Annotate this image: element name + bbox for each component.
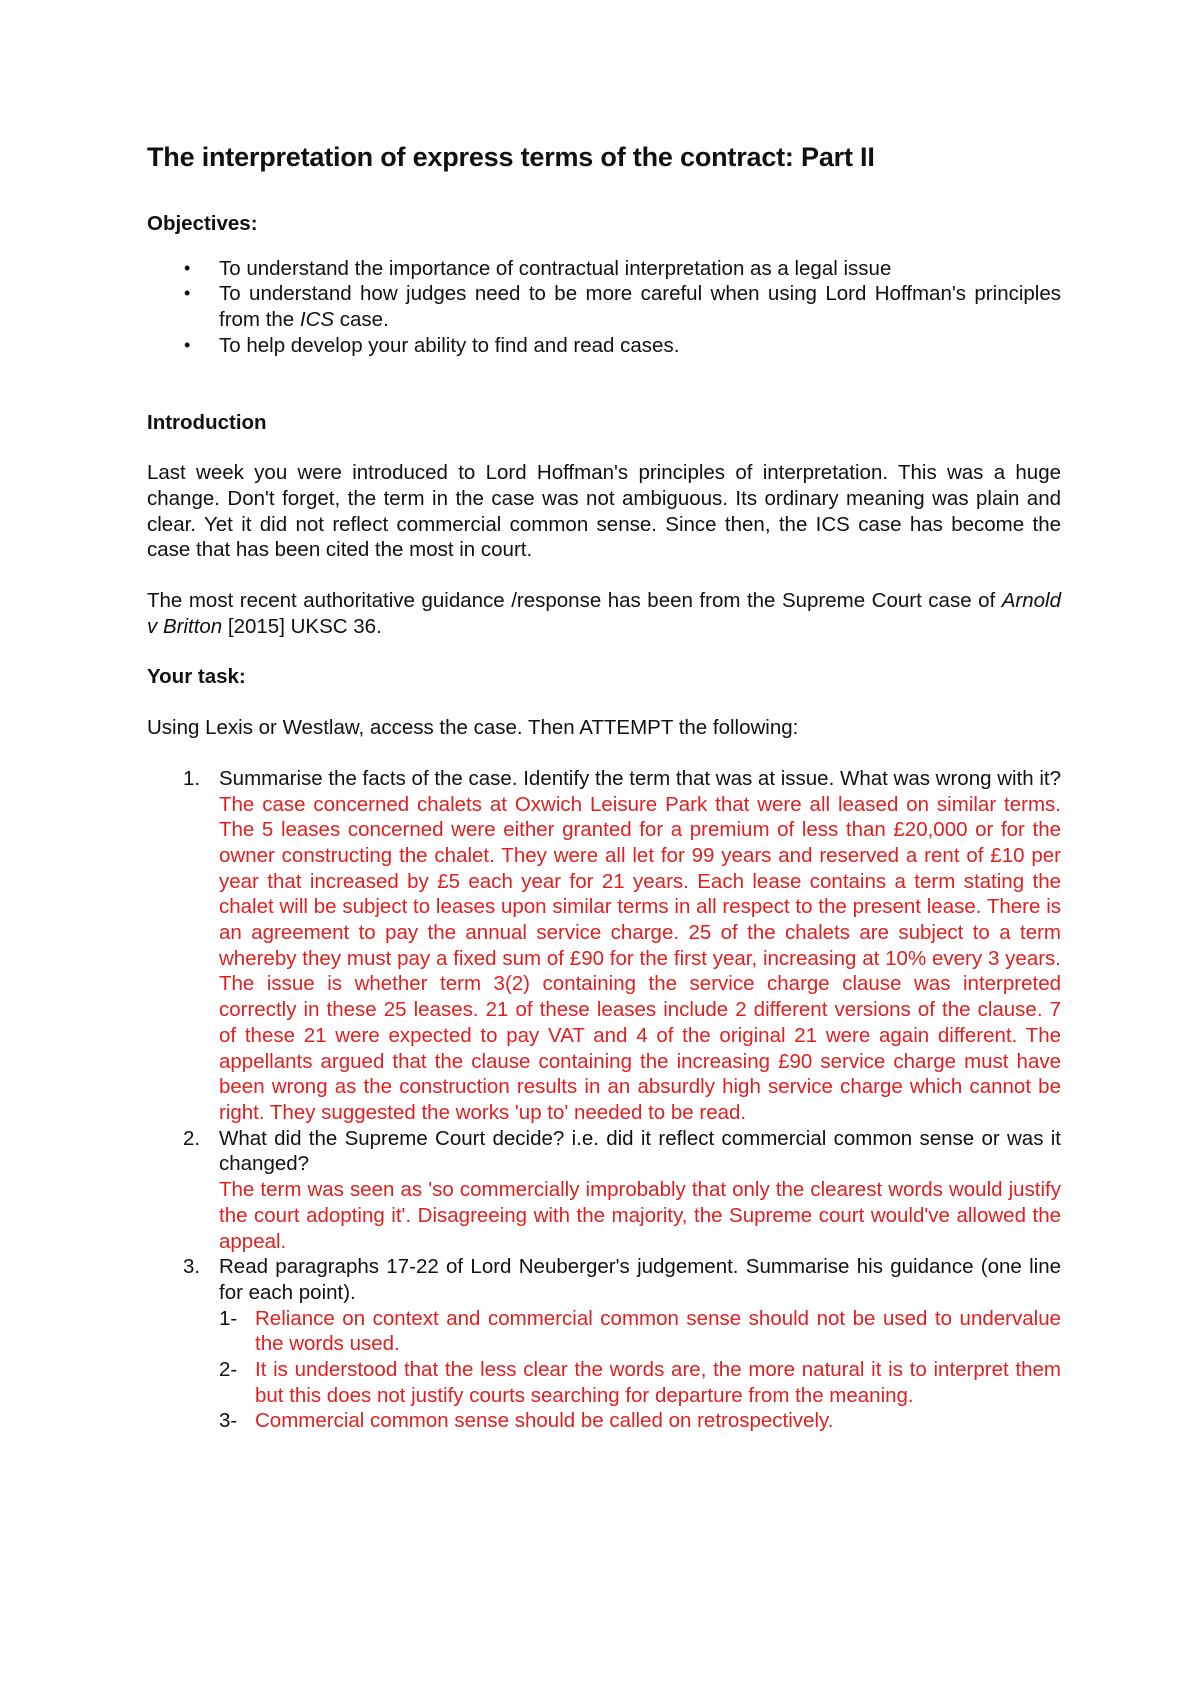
objective-italic-text: ICS bbox=[299, 308, 335, 332]
guidance-text: Reliance on context and commercial common sense should not be used to undervalue the words used. bbox=[255, 1306, 1061, 1356]
task-question: What did the Supreme Court decide? i.e. did it reflect commercial common sense or was it changed? bbox=[219, 1126, 1061, 1176]
task-answer: The term was seen as 'so commercially improbably that only the clearest words would justify the court adopting it'. Disagreeing with the majority, the Supreme court would've allowed the appeal. bbox=[219, 1178, 1061, 1253]
task-item bbox=[147, 766, 1061, 1126]
paragraph-text: The most recent authoritative guidance /response has been from the Supreme Court case of bbox=[147, 589, 1002, 613]
task-number: 3. bbox=[183, 1255, 201, 1279]
bullet-icon: • bbox=[184, 283, 191, 304]
task-number: 2. bbox=[183, 1126, 201, 1150]
introduction-paragraph: Last week you were introduced to Lord Hoffman's principles of interpretation. This was a huge change. Don't forget, the term in the case was not ambiguous. Its ordinary meaning was plain and clear. Yet it did not reflect commercial common sense. Since then, the ICS case has become the case that has been cited the most in court. bbox=[147, 461, 1061, 562]
task-question: Summarise the facts of the case. Identify the term that was at issue. What was wrong with it? bbox=[219, 766, 1062, 790]
objective-text: To understand how judges need to be more careful when using Lord Hoffman's principles from the bbox=[219, 282, 1061, 332]
task-list bbox=[147, 766, 1061, 1434]
objective-text: To understand the importance of contractual interpretation as a legal issue bbox=[219, 256, 892, 280]
objective-item bbox=[147, 333, 1061, 359]
task-answer: The case concerned chalets at Oxwich Leisure Park that were all leased on similar terms. The 5 leases concerned were either granted for a premium of less than £20,000 or for the owner constructing the chalet. They were all let for 99 years and reserved a rent of £10 per year that increased by £5 each year for 21 years. Each lease contains a term stating the chalet will be subject to leases upon similar terms in all respect to the present lease. There is an agreement to pay the annual service charge. 25 of the chalets are subject to a term whereby they must pay a fixed sum of £90 for the first year, increasing at 10% every 3 years. The issue is whether term 3(2) containing the service charge clause was interpreted correctly in these 25 leases. 21 of these leases include 2 different versions of the clause. 7 of these 21 were expected to pay VAT and 4 of the original 21 were again different. The appellants argued that the clause containing the increasing £90 service charge must have been wrong as the construction results in an absurdly high service charge which cannot be right. They suggested the works 'up to' needed to be read. bbox=[219, 792, 1061, 1124]
guidance-point bbox=[219, 1357, 1061, 1408]
case-name: Arnold v Britton bbox=[147, 589, 1061, 638]
task-question: Read paragraphs 17-22 of Lord Neuberger's judgement. Summarise his guidance (one line for each point). bbox=[219, 1255, 1061, 1304]
bullet-icon: • bbox=[184, 257, 191, 278]
document-title: The interpretation of express terms of the contract: Part II bbox=[147, 142, 875, 172]
introduction-heading: Introduction bbox=[147, 410, 267, 434]
task-item bbox=[147, 1126, 1061, 1255]
paragraph-text: [2015] UKSC 36. bbox=[222, 614, 382, 638]
document-page bbox=[147, 140, 1061, 1434]
task-intro: Using Lexis or Westlaw, access the case. Then ATTEMPT the following: bbox=[147, 716, 799, 740]
objectives-list bbox=[147, 256, 1061, 359]
bullet-icon: • bbox=[184, 334, 191, 355]
objective-item bbox=[147, 281, 1061, 332]
guidance-text: Commercial common sense should be called on retrospectively. bbox=[255, 1409, 834, 1433]
task-heading: Your task: bbox=[147, 665, 246, 689]
guidance-number: 3- bbox=[219, 1409, 238, 1433]
objective-item bbox=[147, 256, 1061, 282]
guidance-text: It is understood that the less clear the words are, the more natural it is to interpret them but this does not justify courts searching for departure from the meaning. bbox=[255, 1358, 1061, 1407]
guidance-point bbox=[219, 1306, 1061, 1357]
guidance-point bbox=[219, 1408, 1061, 1434]
objective-text: case. bbox=[334, 308, 389, 332]
guidance-number: 2- bbox=[219, 1358, 238, 1382]
objective-text: To help develop your ability to find and read cases. bbox=[219, 333, 680, 357]
task-item bbox=[147, 1254, 1061, 1434]
guidance-points bbox=[219, 1306, 1061, 1435]
objectives-heading: Objectives: bbox=[147, 212, 258, 235]
task-number: 1. bbox=[183, 766, 201, 790]
guidance-number: 1- bbox=[219, 1306, 238, 1330]
introduction-paragraph bbox=[147, 588, 1061, 639]
